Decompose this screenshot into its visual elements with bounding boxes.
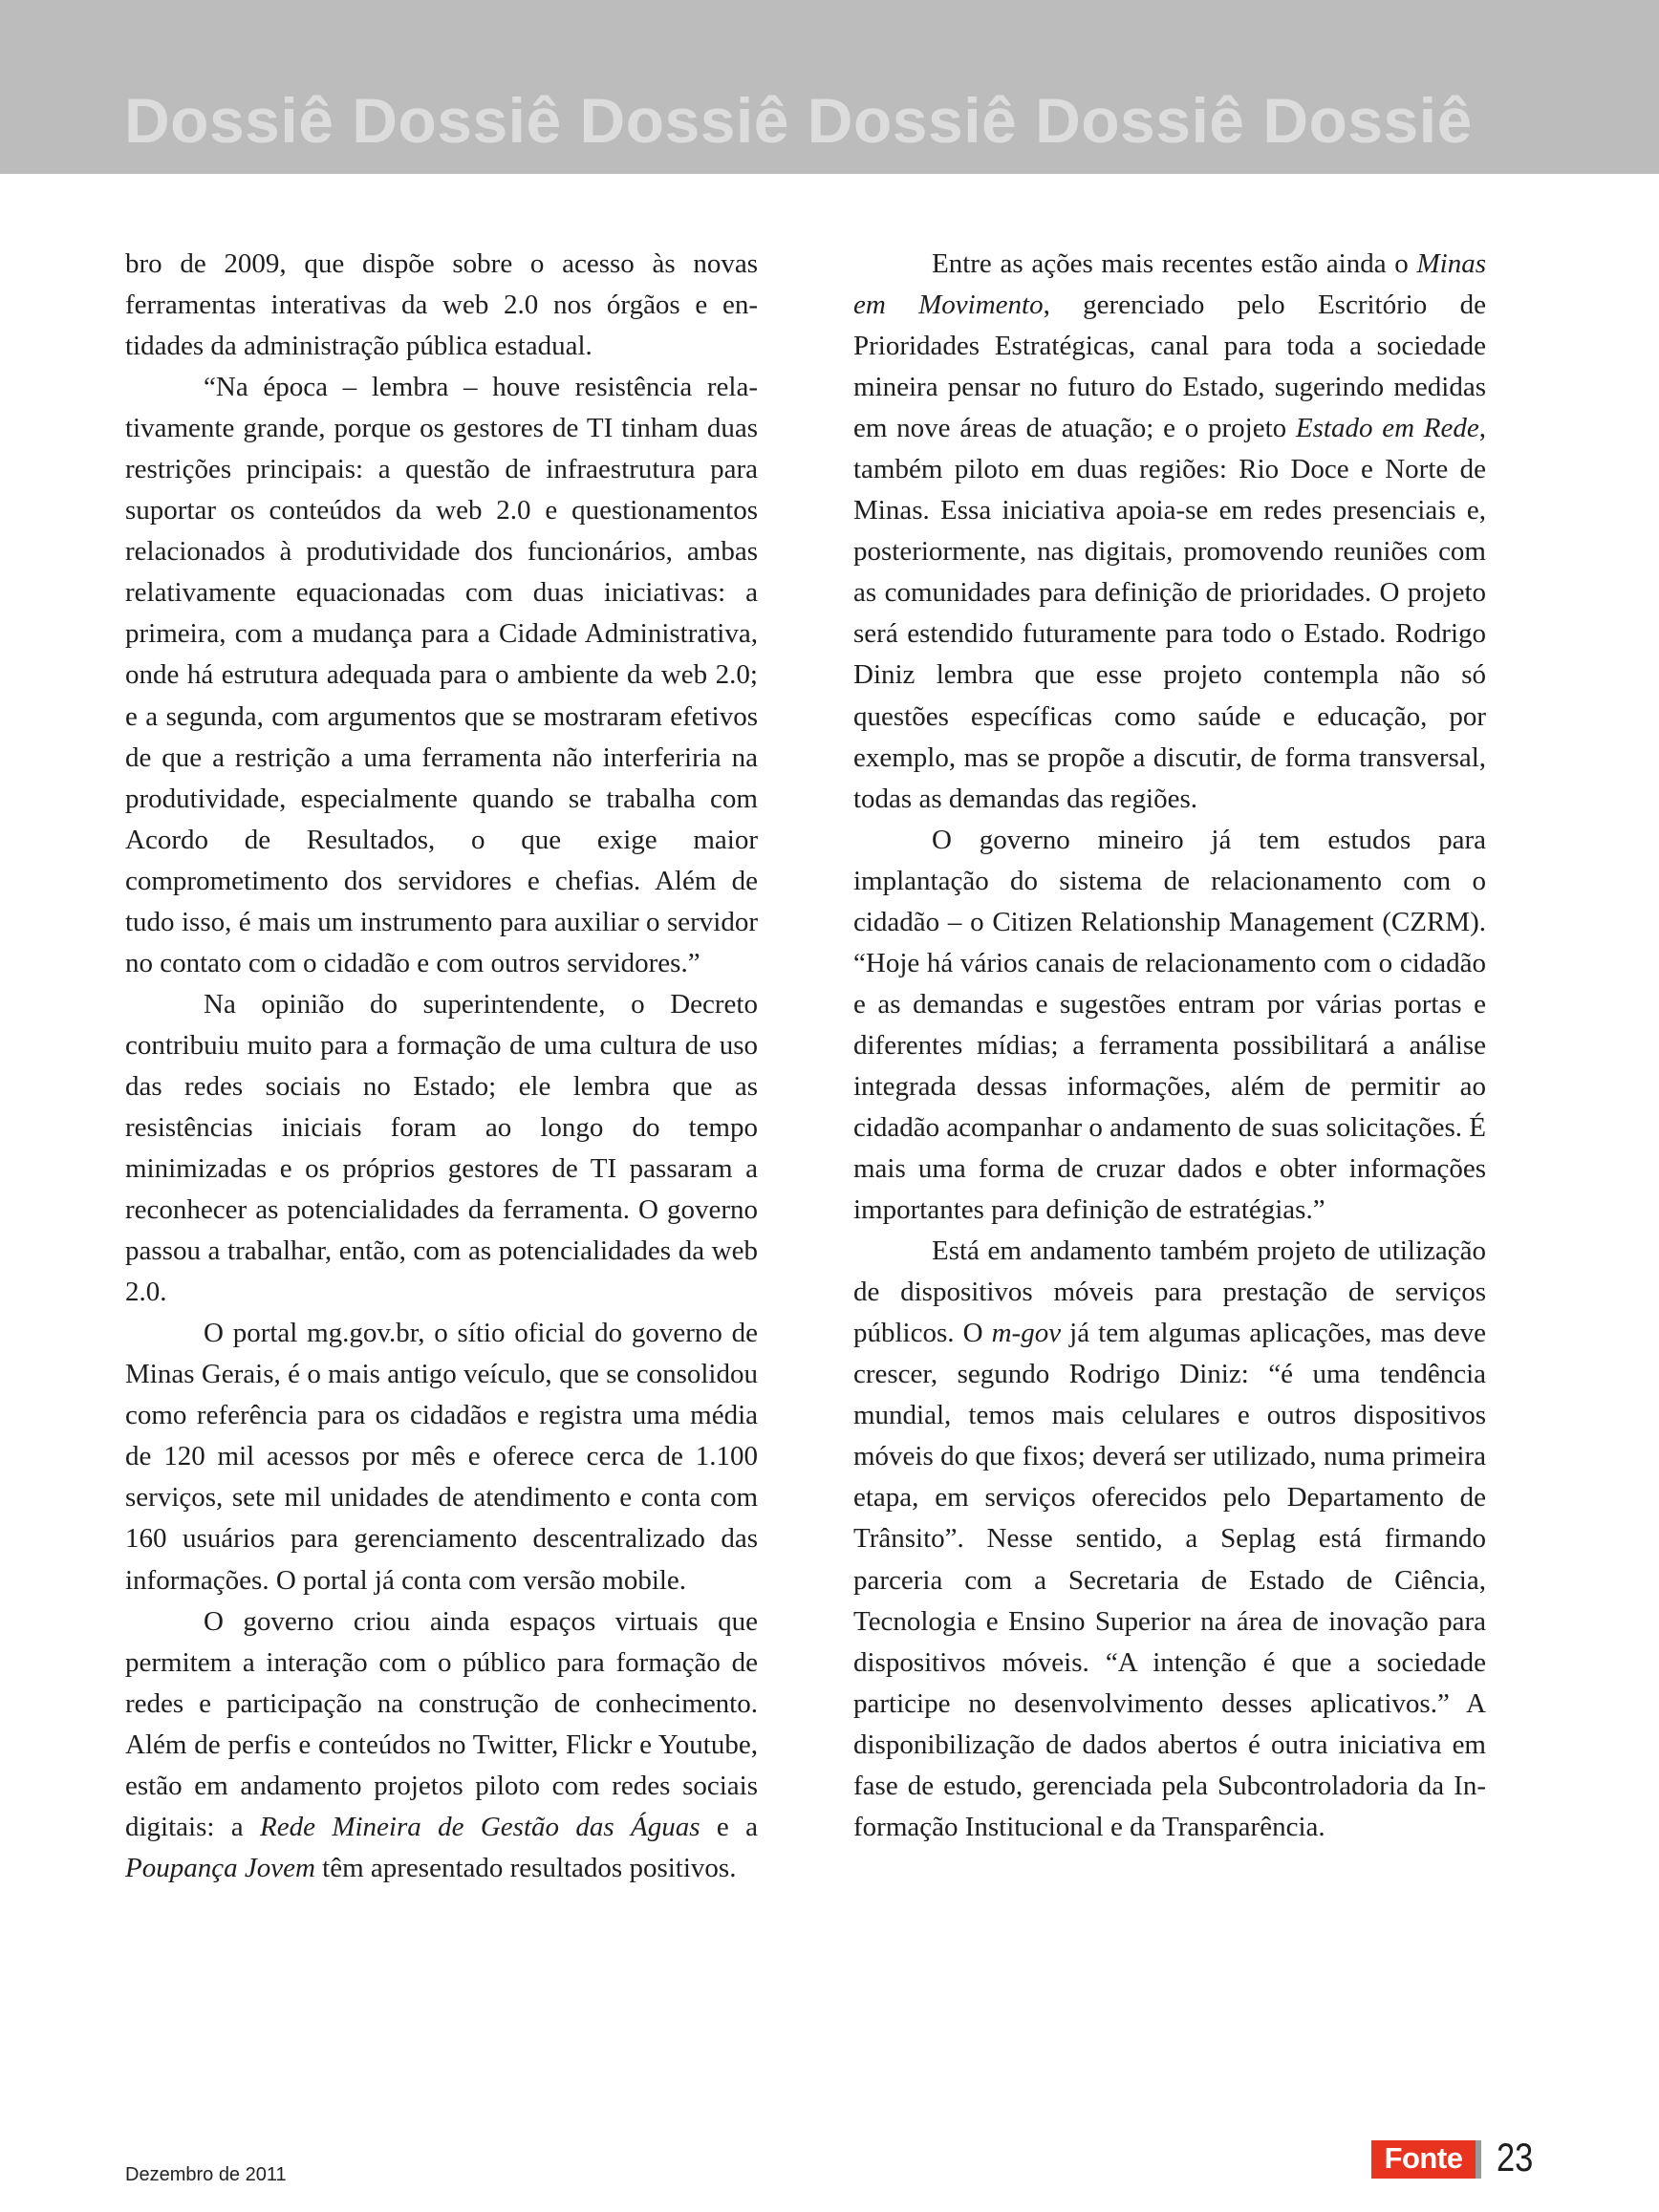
text-run: Entre as ações mais recentes estão ainda o <box>932 248 1417 279</box>
italic-title: m-gov <box>991 1318 1062 1349</box>
issue-date: Dezembro de 2011 <box>125 2164 287 2185</box>
italic-title: Rede Mineira de Gestão das Águas <box>260 1811 700 1842</box>
text-run: têm apresentado resultados positivos. <box>314 1852 737 1883</box>
right-column <box>853 244 1486 1848</box>
paragraph: O governo mineiro já tem estudos para implantação do sistema de relacionamento com o cidadão – o Citizen Relationship Management (CZRM). “Hoje há vários canais de relacionamento com o cidadão e as demandas e sugestões entram por várias portas e diferentes mídias; a ferramenta possibilitará a análise integrada dessas informações, além de permitir ao cidadão acompanhar o andamento de suas solicitações. É mais uma forma de cruzar dados e obter informações importantes para definição de estratégias.” <box>853 824 1486 1226</box>
page-number: 23 <box>1497 2135 1534 2180</box>
section-title: Dossiê Dossiê Dossiê Dossiê Dossiê Dossiê <box>124 85 1473 156</box>
paragraph: Na opinião do superintendente, o Decreto contribuiu muito para a formação de uma cultura de uso das redes sociais no Estado; ele lembra que as resistências iniciais foram ao longo do tempo minimizadas e os próprios gestores de TI passaram a reconhecer as potencialidades da ferramenta. O governo passou a trabalhar, então, com as potencialidades da web 2.0. <box>125 988 758 1308</box>
text-run: e a <box>700 1811 758 1842</box>
text-run: O governo criou ainda espaços virtuais que permitem a interação com o público para formação de redes e participação na construção de conhecimento. Além de perfis e conteúdos no Twitter, Flickr e Youtube, estão em andamento projetos piloto com redes sociais digitais: a <box>125 1605 758 1842</box>
text-run: Está em andamento também projeto de utilização de dispositivos móveis para prestação de serviços públicos. O <box>853 1235 1486 1349</box>
italic-title: Poupança Jovem <box>125 1852 315 1883</box>
italic-title: Estado em Rede <box>1295 413 1479 444</box>
paragraph: bro de 2009, que dispõe sobre o acesso às novas ferramentas interativas da web 2.0 nos órgãos e entidades da administração pública estadual. <box>125 248 758 362</box>
paragraph <box>853 244 1486 820</box>
text-run: já tem algumas aplicações, mas deve crescer, segundo Rodrigo Diniz: “é uma tendência mundial, temos mais celulares e outros dispositivos móveis do que fixos; deverá ser utilizado, numa primeira etapa, em serviços oferecidos pelo Departamento de Trânsito”. Nesse sentido, a Seplag está firmando parceria com a Secretaria de Estado de Ciência, Tecnologia e Ensino Superior na área de inovação para dispositivos móveis. “A intenção é que a sociedade participe no desenvolvimento desses aplicativos.” A disponibilização de dados abertos é outra iniciativa em fase de estudo, gerenciada pela Subcontroladoria da Informação Institucional e da Transparência. <box>853 1318 1486 1842</box>
text-run: , também piloto em duas regiões: Rio Doce e Norte de Minas. Essa iniciativa apoia-se em redes presenciais e, posteriormente, nas digitais, promovendo reuniões com as comunidades para definição de prioridades. O projeto será estendido futuramente para todo o Estado. Rodrigo Diniz lembra que esse projeto contempla não só questões específicas como saúde e educação, por exemplo, mas se propõe a discutir, de forma transversal, todas as demandas das regiões. <box>853 413 1486 814</box>
fonte-logo <box>1371 2140 1481 2179</box>
paragraph: O portal mg.gov.br, o sítio oficial do governo de Minas Gerais, é o mais antigo veículo, que se consolidou como referência para os cidadãos e registra uma média de 120 mil acessos por mês e oferece cerca de 1.100 serviços, sete mil unidades de atendimento e conta com 160 usuários para gerenciamento descentralizado das informações. O portal já conta com versão mobile. <box>125 1318 758 1596</box>
left-column <box>125 244 758 1889</box>
paragraph <box>853 1231 1486 1848</box>
logo-text: Fonte <box>1384 2141 1463 2175</box>
paragraph <box>125 1601 758 1889</box>
italic-title: Minas em Movimento <box>853 248 1486 321</box>
text-run: , gerenciado pelo Escritório de Prioridades Estratégicas, canal para toda a sociedade mineira pensar no futuro do Estado, sugerindo medidas em nove áreas de atuação; e o projeto <box>853 290 1487 444</box>
paragraph: “Na época – lembra – houve resistência relativamente grande, porque os gestores de TI tinham duas restrições principais: a questão de infraestrutura para suportar os conteúdos da web 2.0 e questionamentos relacionados à produtividade dos funcionários, ambas relativamente equacionadas com duas iniciativas: a primeira, com a mudança para a Cidade Administrativa, onde há estrutura adequada para o ambiente da web 2.0; e a segunda, com argumentos que se mostraram efetivos de que a restrição a uma ferramenta não interferiria na produtividade, especialmente quando se trabalha com Acordo de Resultados, o que exige maior comprometimento dos servidores e chefias. Além de tudo isso, é mais um instrumento para auxiliar o servidor no contato com o cidadão e com outros servidores.” <box>125 372 758 978</box>
